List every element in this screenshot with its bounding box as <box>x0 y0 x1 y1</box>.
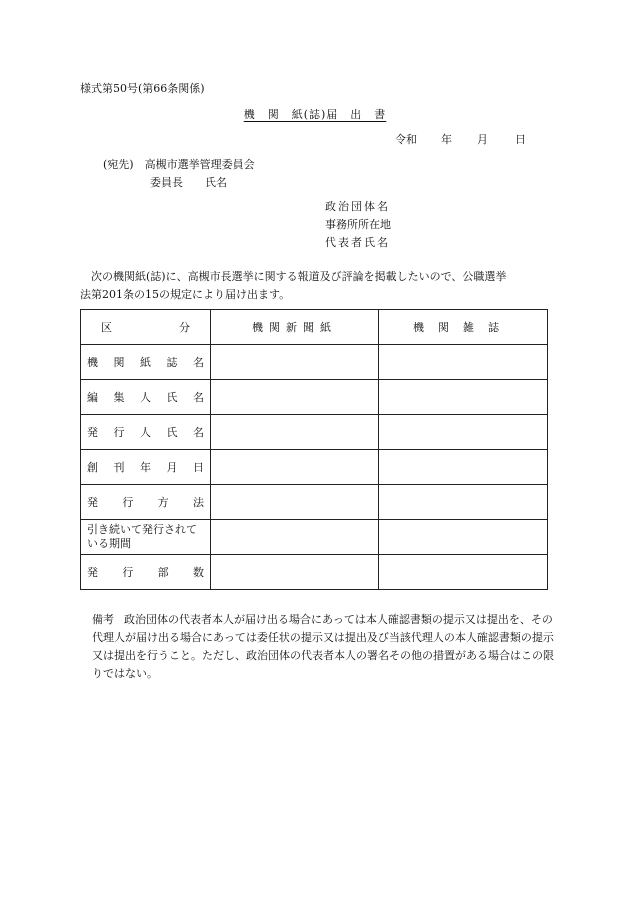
newspaper-cell[interactable] <box>211 380 379 415</box>
row-label-char: 数 <box>192 566 204 579</box>
row-label-char: 年 <box>140 461 151 474</box>
table-row <box>81 380 548 415</box>
header-magazine <box>379 310 548 345</box>
row-label <box>81 415 211 450</box>
newspaper-cell[interactable] <box>211 555 379 590</box>
remarks <box>92 611 562 683</box>
newspaper-cell[interactable] <box>211 485 379 520</box>
row-label-char: 行 <box>122 496 134 509</box>
row-label-char: 月 <box>166 461 178 474</box>
row-label-char: 名 <box>193 426 204 439</box>
form-number: 様式第50号(第66条関係) <box>80 82 205 95</box>
row-label-char: 刊 <box>113 461 125 474</box>
row-label-char: 創 <box>87 461 98 474</box>
remarks-text: 政治団体の代表者本人が届け出る場合にあっては本人確認書類の提示又は提出を、その代理人が届け出る場合にあっては委任状の提示又は提出及び当該代理人の本人確認書類の提示又は提出を行うこと。ただし、政治団体の代表者本人の署名その他の措置がある場合はこの限りではない。 <box>92 613 554 680</box>
row-label-char: 集 <box>113 391 125 404</box>
row-label <box>81 520 211 555</box>
row-label-char: 日 <box>193 461 204 474</box>
date-day: 日 <box>515 133 526 146</box>
row-label-char: 行 <box>113 426 125 439</box>
newspaper-cell[interactable] <box>211 345 379 380</box>
body-text <box>80 268 562 304</box>
row-label-text: 引き続いて発行されている期間 <box>87 523 197 550</box>
organization-block <box>325 198 391 252</box>
row-label-char: 機 <box>87 356 98 369</box>
org-office-label: 事務所所在地 <box>325 218 391 231</box>
row-label-char: 発 <box>87 566 98 579</box>
row-label-char: 発 <box>87 496 98 509</box>
row-label-spread <box>87 564 204 580</box>
header-category <box>81 310 211 345</box>
document-title <box>0 106 630 122</box>
row-label-char: 関 <box>113 356 125 369</box>
entry-table <box>80 309 548 590</box>
org-name-label: 政治団体名 <box>325 200 390 213</box>
row-label-char: 発 <box>87 426 98 439</box>
row-label-char: 名 <box>193 391 204 404</box>
row-label-char: 法 <box>192 496 204 509</box>
row-label-char: 氏 <box>166 391 178 404</box>
header-newspaper-text: 機関新聞紙 <box>252 321 337 334</box>
row-label-spread <box>87 354 204 370</box>
row-label-spread <box>87 424 204 440</box>
magazine-cell[interactable] <box>379 380 548 415</box>
date-era: 令和 <box>395 133 417 146</box>
row-label-char: 名 <box>193 356 204 369</box>
header-category-char-1: 区 <box>101 321 112 334</box>
table-row <box>81 345 548 380</box>
table-row <box>81 450 548 485</box>
date-year: 年 <box>441 133 452 146</box>
newspaper-cell[interactable] <box>211 450 379 485</box>
row-label-char: 人 <box>140 391 151 404</box>
header-magazine-text: 機関雑誌 <box>413 321 513 334</box>
row-label-spread <box>87 389 204 405</box>
row-label <box>81 555 211 590</box>
newspaper-cell[interactable] <box>211 415 379 450</box>
body-line-2: 法第201条の15の規定により届け出ます。 <box>80 288 291 301</box>
addressee-title: 委員長 氏名 <box>150 176 227 189</box>
table-row <box>81 520 548 555</box>
row-label-char: 部 <box>157 566 169 579</box>
table-row <box>81 485 548 520</box>
table-row <box>81 415 548 450</box>
row-label <box>81 485 211 520</box>
newspaper-cell[interactable] <box>211 520 379 555</box>
row-label-char: 方 <box>157 496 169 509</box>
row-label-spread <box>87 494 204 510</box>
magazine-cell[interactable] <box>379 450 548 485</box>
remarks-label: 備考 <box>92 613 114 626</box>
table-header-row <box>81 310 548 345</box>
row-label-char: 紙 <box>140 356 151 369</box>
date-month: 月 <box>477 133 488 146</box>
magazine-cell[interactable] <box>379 415 548 450</box>
row-label <box>81 450 211 485</box>
magazine-cell[interactable] <box>379 520 548 555</box>
row-label <box>81 345 211 380</box>
magazine-cell[interactable] <box>379 485 548 520</box>
row-label-char: 行 <box>122 566 134 579</box>
row-label-char: 誌 <box>166 356 178 369</box>
header-newspaper <box>211 310 379 345</box>
row-label-char: 氏 <box>166 426 178 439</box>
row-label <box>81 380 211 415</box>
row-label-char: 人 <box>140 426 151 439</box>
row-label-spread <box>87 459 204 475</box>
org-representative-label: 代表者氏名 <box>325 236 390 249</box>
table-row <box>81 555 548 590</box>
date-line <box>395 131 526 147</box>
addressee: (宛先) 高槻市選挙管理委員会 <box>103 158 255 171</box>
document-title-text: 機 関 紙(誌)届 出 書 <box>243 108 387 121</box>
header-category-char-2: 分 <box>179 321 190 334</box>
magazine-cell[interactable] <box>379 345 548 380</box>
row-label-char: 編 <box>87 391 98 404</box>
body-line-1: 次の機関紙(誌)に、高槻市長選挙に関する報道及び評論を掲載したいので、公職選挙 <box>91 270 507 283</box>
magazine-cell[interactable] <box>379 555 548 590</box>
